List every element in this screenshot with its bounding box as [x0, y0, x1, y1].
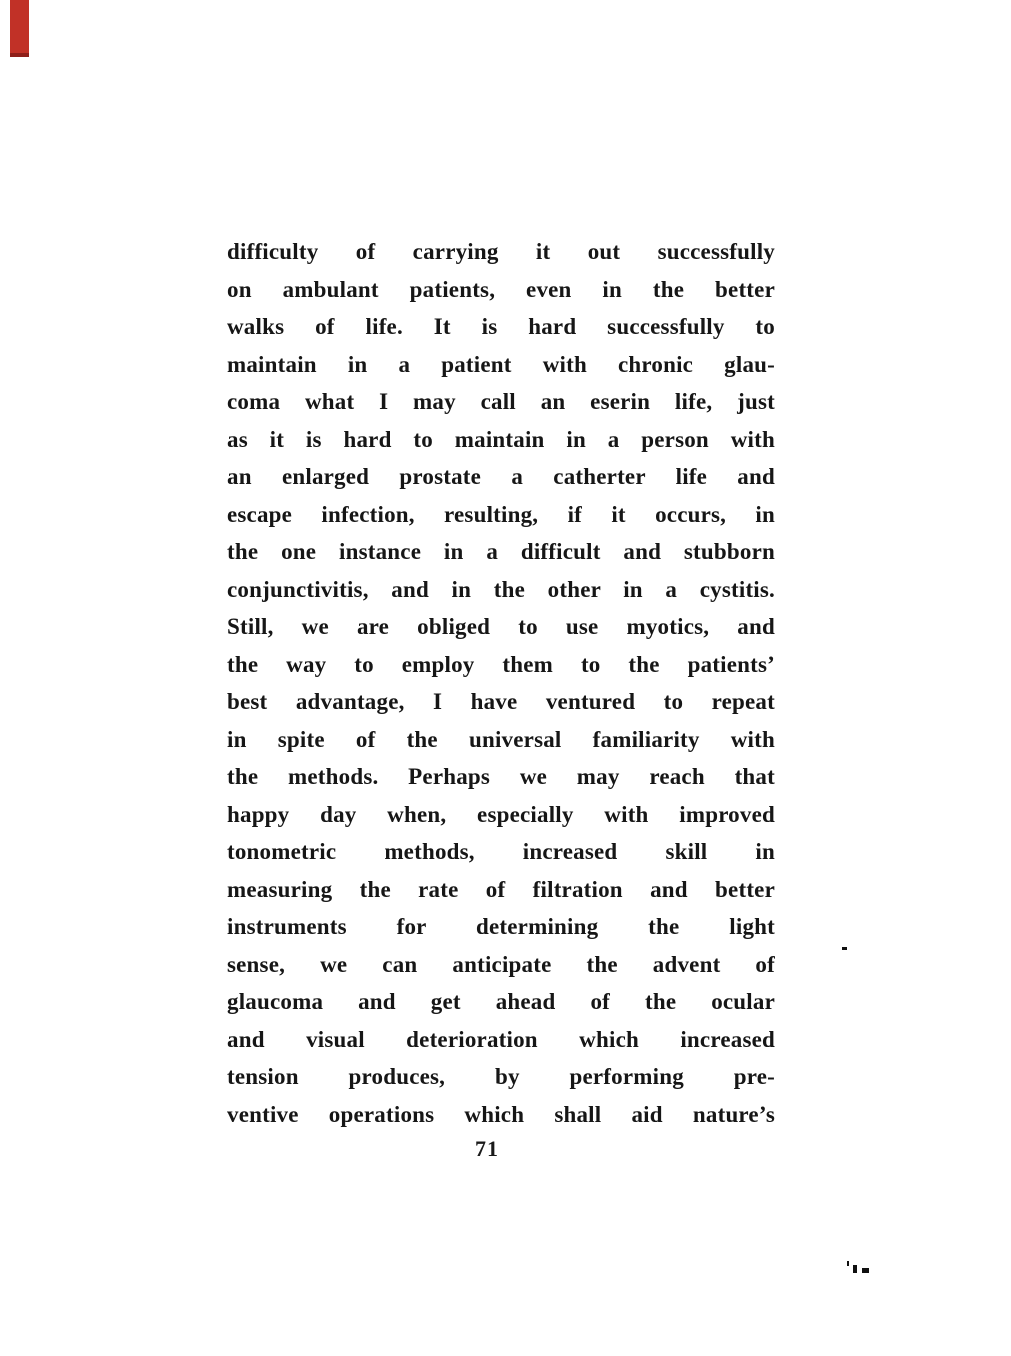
text-line: glaucoma and get ahead of the ocular [227, 989, 775, 1014]
text-line: an enlarged prostate a catherter life and [227, 464, 775, 489]
text-line: walks of life. It is hard successfully to [227, 314, 775, 339]
text-line: in spite of the universal familiarity with [227, 726, 775, 752]
text-line: the one instance in a difficult and stubborn [227, 539, 775, 564]
text-line: and visual deterioration which increased [227, 1026, 775, 1052]
text-line: tonometric methods, increased skill in [227, 839, 775, 864]
text-line: ventive operations which shall aid nature’s [227, 1101, 775, 1127]
text-line: the way to employ them to the patients’ [227, 651, 775, 677]
text-line: measuring the rate of filtration and better [227, 876, 775, 902]
ink-speck [842, 947, 847, 950]
red-archival-mark [10, 0, 29, 57]
text-line: tension produces, by performing pre- [227, 1064, 775, 1089]
text-line: coma what I may call an eserin life, just [227, 389, 775, 414]
ink-speck [862, 1268, 869, 1273]
text-line: maintain in a patient with chronic glau- [227, 351, 775, 377]
text-line: sense, we can anticipate the advent of [227, 951, 775, 977]
text-line: best advantage, I have ventured to repeat [227, 689, 775, 714]
ink-speck [847, 1261, 849, 1266]
text-line: the methods. Perhaps we may reach that [227, 764, 775, 789]
ink-speck [853, 1265, 857, 1273]
page-number: 71 [475, 1136, 499, 1161]
text-line: as it is hard to maintain in a person with [227, 426, 775, 452]
text-line: instruments for determining the light [227, 914, 775, 939]
body-text-block [227, 233, 775, 1133]
text-line: difficulty of carrying it out successfully [227, 239, 775, 264]
text-line: on ambulant patients, even in the better [227, 276, 775, 302]
text-line: conjunctivitis, and in the other in a cystitis. [227, 576, 775, 602]
text-line: happy day when, especially with improved [227, 801, 775, 827]
text-line: Still, we are obliged to use myotics, and [227, 614, 775, 639]
text-line: escape infection, resulting, if it occurs, in [227, 501, 775, 527]
